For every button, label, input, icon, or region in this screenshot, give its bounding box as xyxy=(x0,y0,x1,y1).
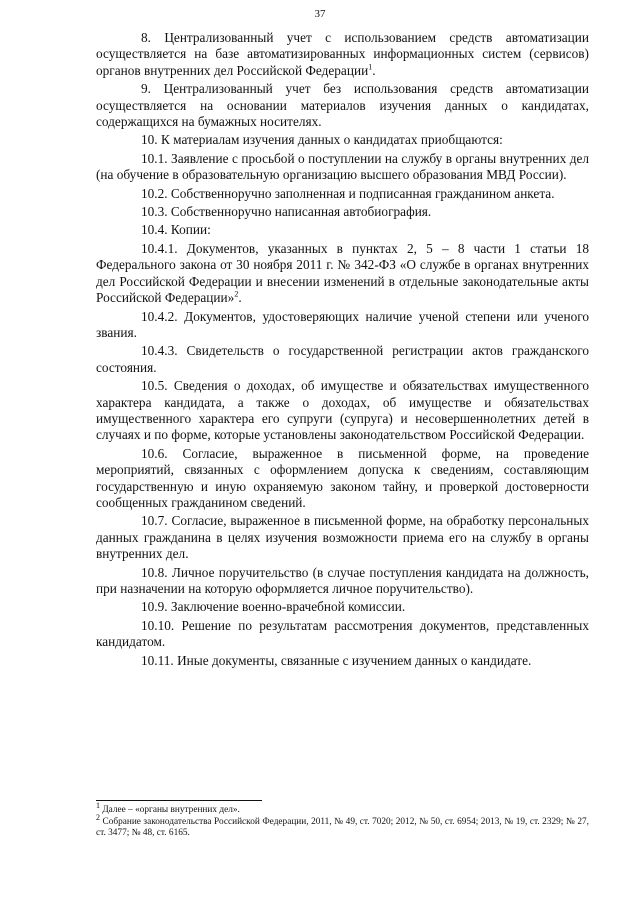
footnote-divider xyxy=(96,800,262,801)
paragraph-10-2: 10.2. Собственноручно заполненная и подписанная гражданином анкета. xyxy=(141,185,555,201)
page-number: 37 xyxy=(314,8,326,20)
paragraph-10-4-3: 10.4.3. Свидетельств о государственной регистрации актов гражданского состояния. xyxy=(96,343,589,375)
paragraph-9: 9. Централизованный учет без использования средств автоматизации осуществляется на основании материалов изучения данных о кандидатах, содержащихся на бумажных носителях. xyxy=(96,81,589,130)
footnotes xyxy=(96,800,589,840)
paragraph-10-5: 10.5. Сведения о доходах, об имуществе и обязательствах имущественного характера кандидата, а также о доходах, об имуществе и обязательствах имущественного характера его супруги (супруга) и несовершеннолетних детей в случаях и по форме, которые установлены законодательством Российской Федерации. xyxy=(96,378,589,443)
paragraph-10: 10. К материалам изучения данных о кандидатах приобщаются: xyxy=(141,132,503,148)
paragraph-10-1: 10.1. Заявление с просьбой о поступлении на службу в органы внутренних дел (на обучение в образовательную организацию высшего образования МВД России). xyxy=(96,150,589,183)
paragraph-10-4: 10.4. Копии: xyxy=(141,222,211,238)
paragraph-10-3: 10.3. Собственноручно написанная автобиография. xyxy=(141,204,432,220)
paragraph-10-8: 10.8. Личное поручительство (в случае поступления кандидата на должность, при назначении на которую оформляется личное поручительство). xyxy=(96,564,589,596)
footnote-ref-1: 1 xyxy=(368,62,373,72)
paragraph-10-6: 10.6. Согласие, выраженное в письменной форме, на проведение мероприятий, связанных с оформлением допуска к сведениям, составляющим государственную и иную охраняемую законом тайну, и проверкой достоверности сообщенных гражданином сведений. xyxy=(96,445,589,510)
document-body xyxy=(96,30,589,671)
paragraph-10-11: 10.11. Иные документы, связанные с изучением данных о кандидате. xyxy=(141,652,532,668)
footnote-2: 2 Собрание законодательства Российской Федерации, 2011, № 49, ст. 7020; 2012, № 50, ст. 6954; 2013, № 19, ст. 2329; № 27, ст. 3477; № 48, ст. 6165. xyxy=(96,812,589,838)
paragraph-10-4-1: 10.4.1. Документов, указанных в пунктах 2, 5 – 8 части 1 статьи 18 Федерального закона от 30 ноября 2011 г. № 342-ФЗ «О службе в органах внутренних дел Российской Федерации и внесении изменений в отдельные законодательные акты Российской Федерации»$^2$. xyxy=(96,240,589,306)
paragraph-10-9: 10.9. Заключение военно-врачебной комиссии. xyxy=(141,599,406,615)
footnote-ref-2: 2 xyxy=(234,289,239,299)
paragraph-10-4-2: 10.4.2. Документов, удостоверяющих наличие ученой степени или ученого звания. xyxy=(96,308,589,340)
paragraph-10-10: 10.10. Решение по результатам рассмотрения документов, представленных кандидатом. xyxy=(96,617,589,650)
footnote-1: 1 Далее – «органы внутренних дел». xyxy=(96,800,240,815)
paragraph-8: 8. Централизованный учет с использованием средств автоматизации осуществляется на базе автоматизированных информационных систем (сервисов) органов внутренних дел Российской Федерации$^1$. xyxy=(96,30,589,78)
paragraph-10-7: 10.7. Согласие, выраженное в письменной форме, на обработку персональных данных гражданина в целях изучения возможности приема его на службу в органы внутренних дел. xyxy=(96,513,589,562)
